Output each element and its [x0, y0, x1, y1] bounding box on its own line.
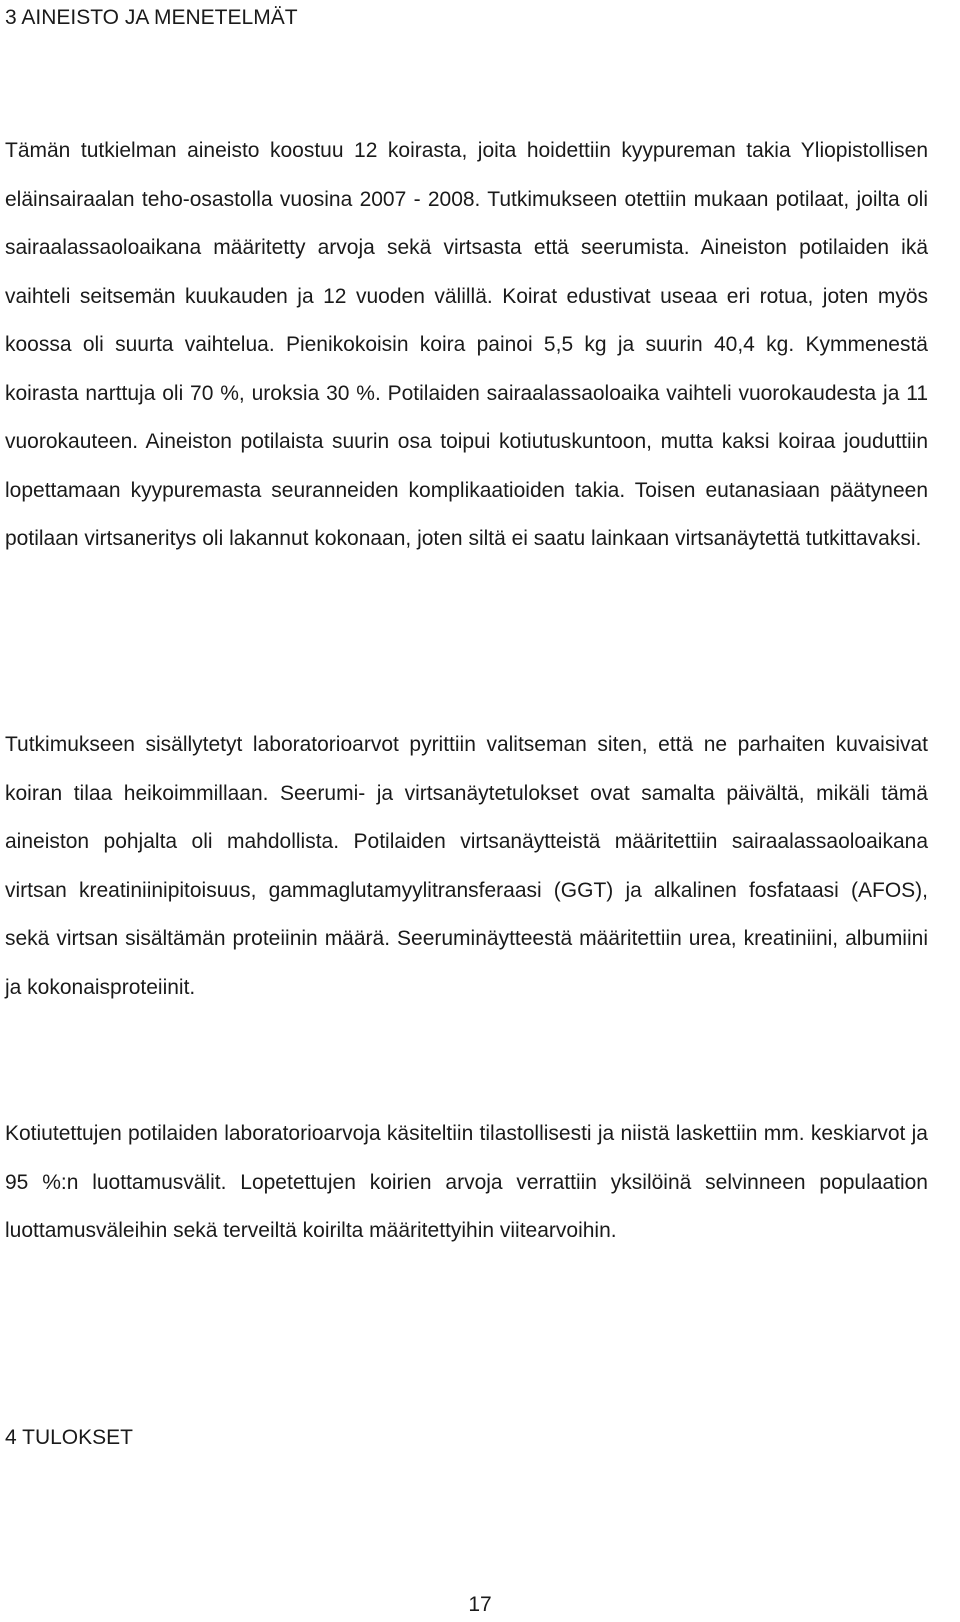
- results-heading: 4 TULOKSET: [5, 1426, 133, 1449]
- paragraph-materials: Tämän tutkielman aineisto koostuu 12 koirasta, joita hoidettiin kyypureman takia Yliopistollisen eläinsairaalan teho-osastolla vuosina 2007 - 2008. Tutkimukseen otettiin mukaan potilaat, joilta oli sairaalassaoloaikana määritetty arvoja sekä virtsasta että seerumista. Aineiston potilaiden ikä vaihteli seitsemän kuukauden ja 12 vuoden välillä. Koirat edustivat useaa eri rotua, joten myös koossa oli suurta vaihtelua. Pienikokoisin koira painoi 5,5 kg ja suurin 40,4 kg. Kymmenestä koirasta narttuja oli 70 %, uroksia 30 %. Potilaiden sairaalassaoloaika vaihteli vuorokaudesta ja 11 vuorokauteen. Aineiston potilaista suurin osa toipui kotiutuskuntoon, mutta kaksi koiraa jouduttiin lopettamaan kyypuremasta seuranneiden komplikaatioiden takia. Toisen eutanasiaan päätyneen potilaan virtsaneritys oli lakannut kokonaan, joten siltä ei saatu lainkaan virtsanäytettä tutkittavaksi.: [5, 139, 928, 550]
- paragraph-statistics: Kotiutettujen potilaiden laboratorioarvoja käsiteltiin tilastollisesti ja niistä laskettiin mm. keskiarvot ja 95 %:n luottamusvälit. Lopetettujen koirien arvoja verrattiin yksilöinä selvinneen populaation luottamusväleihin sekä terveiltä koirilta määritettyihin viitearvoihin.: [5, 1122, 928, 1242]
- paragraph-lab-values: Tutkimukseen sisällytetyt laboratorioarvot pyrittiin valitseman siten, että ne parhaiten kuvaisivat koiran tilaa heikoimmillaan. Seerumi- ja virtsanäytetulokset ovat samalta päivältä, mikäli tämä aineiston pohjalta oli mahdollista. Potilaiden virtsanäytteistä määritettiin sairaalassaoloaikana virtsan kreatiniinipitoisuus, gammaglutamyylitransferaasi (GGT) ja alkalinen fosfataasi (AFOS), sekä virtsan sisältämän proteiinin määrä. Seeruminäytteestä määritettiin urea, kreatiniini, albumiini ja kokonaisproteiinit.: [5, 733, 928, 999]
- section-heading: 3 AINEISTO JA MENETELMÄT: [5, 6, 298, 29]
- page-number: 17: [468, 1593, 492, 1616]
